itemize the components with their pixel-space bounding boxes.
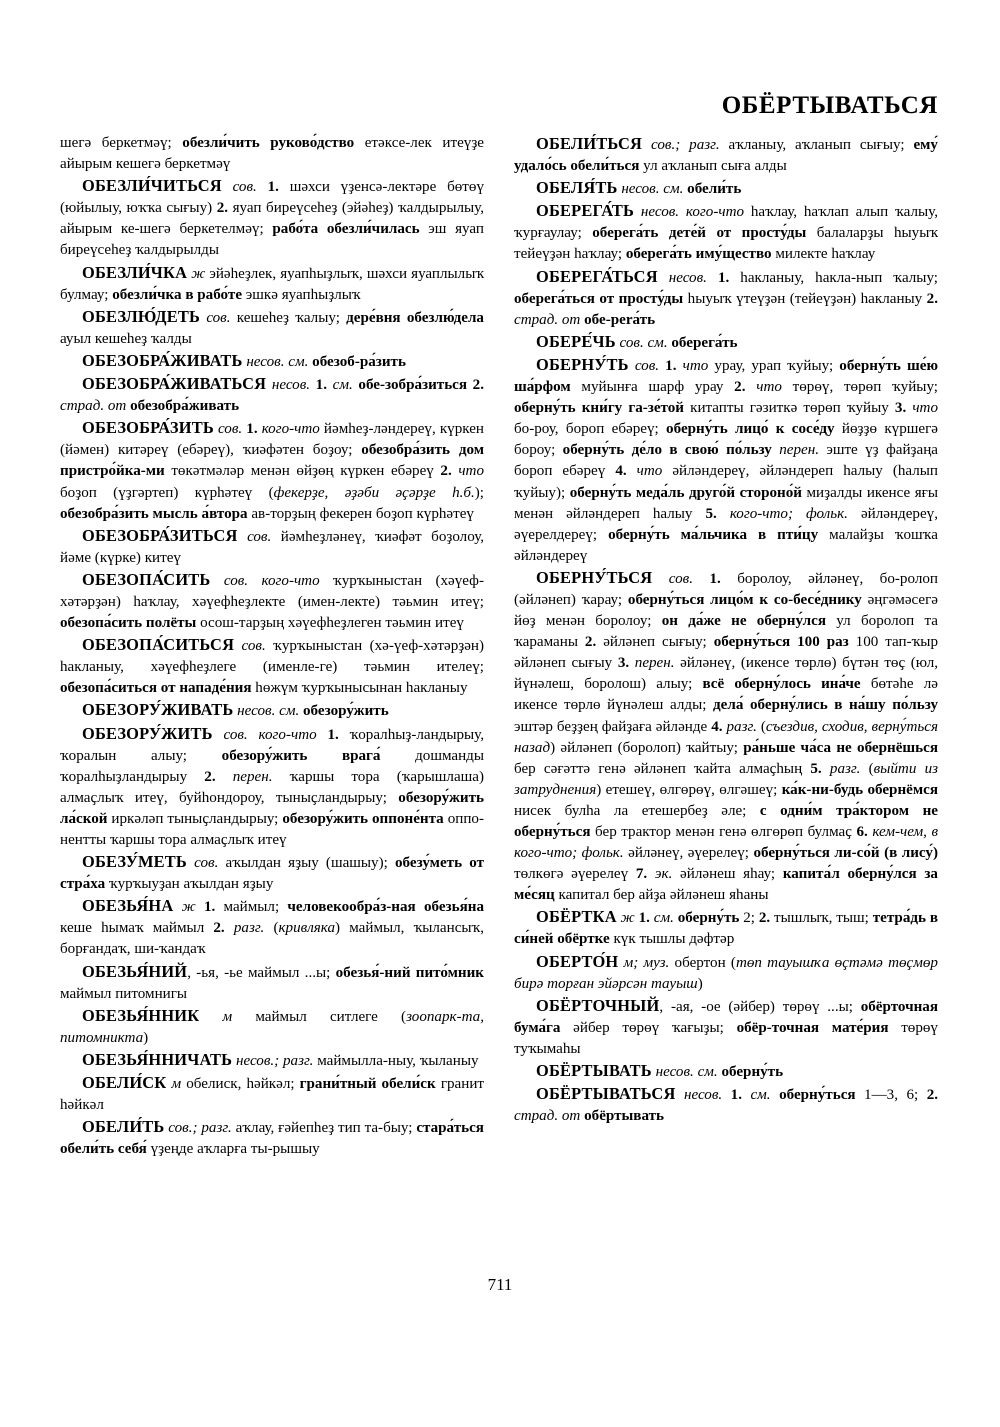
dictionary-entry: [514, 331, 938, 354]
entry-headword: ОБЕЗОБРА́ЗИТЬСЯ: [82, 525, 238, 545]
dictionary-entry: [60, 634, 484, 699]
entry-continuation: шегә беркетмәү; обезли́чить руково́дство етәксе-лек итеүҙе айырым кешегә беркетмәү: [60, 135, 484, 173]
entry-headword: ОБЕРЕГА́ТЬ: [536, 201, 635, 221]
entry-body: ж эйәһеҙлек, яуапһыҙлыҡ, шәхси яуаплылыҡ булмау; обезли́чка в рабо́те эшкә яуапһыҙлыҡ: [60, 265, 484, 303]
entry-headword: ОБЕЗЬЯ́НА: [82, 896, 174, 916]
entry-body: сов. 1. боролоу, әйләнеү, бо-ролоп (әйләнеп) ҡарау; оберну́ться лицо́м к со-бесе́днику әңгәмәсегә йөҙ менән боролоу; он да́же не оберну́лся ул боролоп та ҡараманы 2. әйләнеп сығыу; оберну́ться 100 раз 100 тап-ҡыр әйләнеп сығыу 3. перен. әйләнеү, (икенсе төрлө) бүтән төҫ (юл, йүнәлеш, боролош) алыу; всё оберну́лось ина́че бөтәһе лә икенсе төрлө йүнәлеш алды; дела́ оберну́лись в на́шу по́льзу эштәр беҙҙең файҙаға әйләнде 4. разг. (съездив, сходив, верну́ться назад) әйләнеп (боролоп) ҡайтыу; ра́ньше ча́са не обернёшься бер сәғәттә генә әйләнеп ҡайта алмаҫһың 5. разг. (выйти из затруднения) етешеү, өлгөрөү, өлгәшеү; ка́к-ни-будь обернёмся нисек булһа ла етешербеҙ әле; с одни́м тра́ктором не оберну́ться бер трактор менән генә өлгөрөп булмаҫ 6. кем-чем, в кого-что; фольк. әйләнеү, әүерелеү; оберну́ться ли-со́й (в лису́) төлкөгә әүерелеү 7. эк. әйләнеш яһау; капита́л оберну́лся за ме́сяц капитал бер айҙа әйләнеш яһаны: [514, 570, 939, 904]
entry-headword: ОБЕЛЯ́ТЬ: [536, 178, 618, 198]
dictionary-entry: [60, 350, 484, 373]
entry-body: м; муз. обертон (төп тауышҡа өҫтәмә төҫмөр бирә торған эйәрсән тауыш): [514, 954, 938, 992]
dictionary-entry: [514, 1060, 938, 1083]
entry-headword: ОБЕЗОПА́СИТЬ: [82, 569, 211, 589]
dictionary-entry: [514, 354, 938, 567]
entry-body: несов. см. обезоб-ра́зить: [246, 353, 406, 370]
entry-headword: ОБЕРЕ́ЧЬ: [536, 331, 616, 351]
entry-headword: ОБЕЗОБРА́ЗИТЬ: [82, 418, 214, 438]
entry-body: сов. 1. что урау, урап ҡуйыу; оберну́ть ше́ю ша́рфом муйынға шарф урау 2. что төрөү, төрөп ҡуйыу; оберну́ть кни́гу га-зе́той китапты гәзиткә төрөп ҡуйыу 3. что бо-роу, бороп ебәреү; оберну́ть лицо́ к сосе́ду йөҙҙө күршегә бороу; оберну́ть де́ло в свою́ по́льзу перен. эште үҙ файҙаңа бороп ебәреү 4. что әйләндереү, әйләндереп һалыу (һалып ҡуйыу); оберну́ть меда́ль друго́й стороно́й миҙалды икенсе яғы менән әйләндереп һалыу 5. кого-что; фольк. әйләндереү, әүерелдереү; оберну́ть ма́льчика в пти́цу малайҙы ҡошҡа әйләндереү: [514, 357, 939, 564]
entry-body: сов. кого-что ҡурҡыныстан (хәүеф-хәтәрҙән) һаҡлау, хәүефһеҙлекте (имен-лекте) тәьмин итеү; обезопа́сить полёты осош-тарҙың хәүефһеҙлеген тәьмин итеү: [60, 572, 484, 632]
entry-body: , -ья, -ье маймыл ...ы; обезья́-ний пито́мник маймыл питомнигы: [60, 964, 485, 1002]
entry-body: сов. см. оберега́ть: [619, 334, 738, 351]
entry-headword: ОБЕЗЛИ́ЧКА: [82, 262, 188, 282]
entry-headword: ОБЕЗОРУ́ЖИТЬ: [82, 723, 213, 743]
dictionary-entry: [60, 1116, 484, 1160]
running-head: ОБЁРТЫВАТЬСЯ: [721, 92, 938, 119]
entry-headword: ОБЕЗЛЮ́ДЕТЬ: [82, 306, 201, 326]
dictionary-entry: [514, 995, 938, 1060]
dictionary-entry: [514, 266, 938, 331]
dictionary-entry: [514, 567, 938, 907]
entry-body: несов. см. оберну́ть: [655, 1064, 784, 1081]
entry-body: несов. см. обели́ть: [621, 181, 742, 198]
entry-headword: ОБЕРНУ́ТЬ: [536, 354, 629, 374]
dictionary-entry: [514, 177, 938, 200]
entry-body: ж 1. маймыл; человекообра́з-ная обезья́на кеше һымаҡ маймыл 2. разг. (кривляка) маймыл, ҡылансыҡ, борғандаҡ, ши-ҡандаҡ: [60, 899, 485, 958]
dictionary-entry: [60, 306, 484, 350]
dictionary-entry: [60, 961, 484, 1005]
entry-body: сов. 1. шәхси үҙенсә-лектәре бөтөү (юйылыу, юҡҡа сығыу) 2. яуап биреүсеһеҙ (эйәһеҙ) ҡалдырылыу, айырым ке-шегә беркетелмәү; рабо́та обезли́чилась эш яуап биреүсеһеҙ ҡалдырылды: [60, 179, 484, 259]
entry-body: сов.; разг. аҡлау, ғәйепһеҙ тип та-быу; стара́ться обели́ть себя́ үҙеңде аҡларға ты-рышыу: [60, 1120, 484, 1158]
dictionary-entry: [60, 1005, 484, 1049]
right-column: [514, 133, 938, 1253]
entry-headword: ОБЕЗОРУ́ЖИВАТЬ: [82, 700, 234, 720]
dictionary-entry: [514, 200, 938, 265]
dictionary-entry: [514, 1083, 938, 1127]
entry-body: сов. йәмһеҙләнеү, ҡиәфәт боҙолоу, йәме (күрке) китеү: [60, 528, 484, 566]
entry-headword: ОБЕЗОБРА́ЖИВАТЬСЯ: [82, 374, 267, 394]
entry-headword: ОБЕЛИ́ТЬ: [82, 1117, 165, 1137]
entry-headword: ОБЕЗЛИ́ЧИТЬСЯ: [82, 176, 222, 196]
dictionary-entry: [60, 895, 484, 960]
entry-headword: ОБЕЗЬЯ́ННИЧАТЬ: [82, 1049, 233, 1069]
left-column: [60, 133, 484, 1253]
page-number: 711: [487, 1275, 513, 1294]
dictionary-entry: [60, 851, 484, 895]
entry-headword: ОБЕЗЬЯ́НИЙ: [82, 961, 188, 981]
dictionary-entry: [60, 723, 484, 852]
entry-body: несов. 1. см. обе-зобра́зиться 2. страд. от обезобра́живать: [60, 377, 484, 415]
entry-headword: ОБЁРТЫВАТЬ: [536, 1061, 652, 1081]
entry-body: сов. аҡылдан яҙыу (шашыу); обезу́меть от стра́ха ҡурҡыуҙан аҡылдан яҙыу: [60, 855, 484, 893]
text-columns: [60, 133, 938, 1253]
entry-headword: ОБЕЛИ́СК: [82, 1073, 167, 1093]
entry-headword: ОБЕЗОБРА́ЖИВАТЬ: [82, 350, 243, 370]
entry-body: , -ая, -ое (әйбер) төрөү ...ы; обёрточная бума́га әйбер төрөү ҡағыҙы; обёр-точная мате́рия төрөү туҡымаһы: [514, 998, 938, 1057]
dictionary-entry: [60, 569, 484, 634]
entry-headword: ОБЕЗЬЯ́ННИК: [82, 1005, 200, 1025]
dictionary-entry: [60, 175, 484, 261]
entry-headword: ОБЕРЕГА́ТЬСЯ: [536, 266, 658, 286]
entry-body: несов.; разг. маймылла-ныу, ҡыланыу: [236, 1052, 479, 1069]
entry-body: ж 1. см. оберну́ть 2; 2. тышлыҡ, тыш; тетра́дь в си́ней обёртке күк тышлы дәфтәр: [514, 910, 938, 948]
entry-body: несов. 1. см. оберну́ться 1—3, 6; 2. страд. от обёртывать: [514, 1087, 939, 1125]
dictionary-entry: [60, 699, 484, 722]
dictionary-entry: [60, 1049, 484, 1072]
entry-headword: ОБЕРТО́Н: [536, 951, 619, 971]
entry-body: несов. 1. һакланыу, һакла-нып ҡалыу; оберега́ться от просту́ды һыуыҡ үтеүҙән (тейеүҙән) һакланыу 2. страд. от обе-perа́ть: [514, 269, 938, 328]
entry-headword: ОБЕЗОПА́СИТЬСЯ: [82, 635, 235, 655]
entry-body: м маймыл ситлеге (зоопарк-та, питомникта): [60, 1008, 484, 1046]
entry-body: сов. кого-что 1. ҡоралһыҙ-ландырыу, ҡоралын алыу; обезору́жить врага́ дошманды ҡоралһыҙландырыу 2. перен. ҡаршы тора (ҡарышлаша) алмаҫлыҡ итеү, буйһондороу, тыныҫландырыу; обезору́жить ла́ской иркәләп тыныҫландырыу; обезору́жить оппоне́нта оппо-нентты ҡаршы тора алмаҫлыҡ итеү: [60, 726, 485, 848]
dictionary-entry: [60, 262, 484, 306]
entry-headword: ОБЕЛИ́ТЬСЯ: [536, 134, 643, 153]
dictionary-entry: [514, 906, 938, 950]
entry-headword: ОБЁРТЫВАТЬСЯ: [536, 1084, 676, 1104]
entry-body: сов. ҡурҡыныстан (хә-үеф-хәтәрҙән) һакланыу, хәүефһеҙлеге (именле-ге) тәьмин ителеү; обезопа́ситься от нападе́ния һөжүм ҡурҡынысынан һакланыу: [60, 638, 485, 697]
entry-headword: ОБЕЗУ́МЕТЬ: [82, 852, 187, 872]
entry-headword: ОБЁРТОЧНЫЙ: [536, 995, 660, 1015]
dictionary-entry: [60, 373, 484, 417]
dictionary-entry: [514, 951, 938, 995]
entry-headword: ОБЕРНУ́ТЬСЯ: [536, 567, 653, 587]
dictionary-entry: [60, 525, 484, 569]
dictionary-entry: [60, 1072, 484, 1116]
entry-body: м обелиск, һәйкәл; грани́тный обели́ск гранит һәйкәл: [60, 1076, 485, 1114]
entry-body: сов. кешеһеҙ ҡалыу; дере́вня обезлю́дела ауыл кешеһеҙ ҡалды: [60, 309, 484, 347]
entry-body: сов.; разг. аҡланыу, аҡланып сығыу; ему́ удало́сь обели́ться ул аҡланып сыға алды: [514, 137, 938, 175]
entry-body: сов. 1. кого-что йәмһеҙ-ләндереү, күркен (йәмен) китәреү (ебәреү), ҡиәфәтен боҙоу; обезобра́зить дом пристро́йка-ми төкәтмәләр менән өйҙөң күркен ебәреү 2. что боҙоп (үҙгәртеп) күрһәтеү (фекерҙе, әҙәби әҫәрҙе һ.б.); обезобра́зить мысль а́втора ав-торҙың фекерен боҙоп күрһәтеү: [60, 421, 484, 522]
dictionary-entry: [60, 417, 484, 524]
entry-body: несов. см. обезору́жить: [237, 703, 389, 720]
entry-headword: ОБЁРТКА: [536, 907, 617, 927]
entry-body: несов. кого-что һаҡлау, һаҡлап алып ҡалыу, ҡурғаулау; оберега́ть дете́й от просту́ды балаларҙы һыуыҡ тейеүҙән һаҡлау; оберега́ть иму́щество милекте һаҡлау: [514, 204, 938, 263]
dictionary-entry: [514, 133, 938, 177]
